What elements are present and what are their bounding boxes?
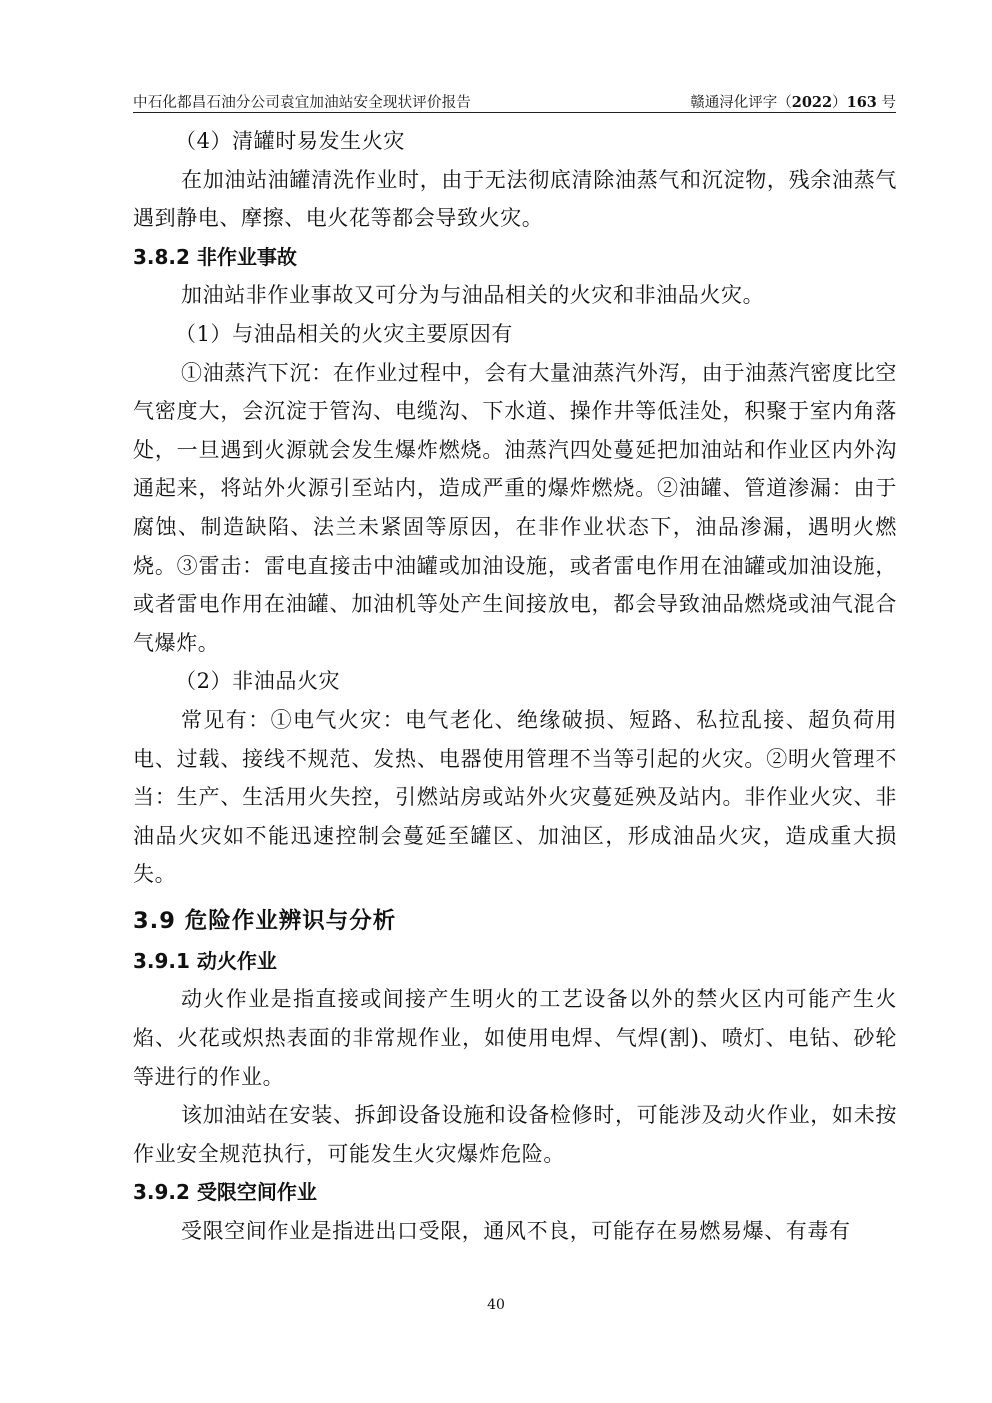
paragraph-confined-space: 受限空间作业是指进出口受限，通风不良，可能存在易燃易爆、有毒有 bbox=[181, 1219, 851, 1244]
paragraph-non-operation-intro: 加油站非作业事故又可分为与油品相关的火灾和非油品火灾。 bbox=[181, 283, 765, 308]
paragraph-hot-work-definition: 动火作业是指直接或间接产生明火的工艺设备以外的禁火区内可能产生火焰、火花或炽热表面的非常规作业，如使用电焊、气焊(割)、喷灯、电钻、砂轮等进行的作业。 bbox=[133, 987, 897, 1089]
paragraph-oil-related-causes: ①油蒸汽下沉：在作业过程中，会有大量油蒸汽外泻，由于油蒸汽密度比空气密度大，会沉淀于管沟、电缆沟、下水道、操作井等低洼处，积聚于室内角落处，一旦遇到火源就会发生爆炸燃烧。油蒸汽四处蔓延把加油站和作业区内外沟通起来，将站外火源引至站内，造成严重的爆炸燃烧。②油罐、管道渗漏：由于腐蚀、制造缺陷、法兰未紧固等原因，在非作业状态下，油品渗漏，遇明火燃烧。③雷击：雷电直接击中油罐或加油设施，或者雷电作用在油罐或加油设施，或者雷电作用在油罐、加油机等处产生间接放电，都会导致油品燃烧或油气混合气爆炸。 bbox=[133, 360, 897, 655]
paragraph-non-oil-fire: 常见有：①电气火灾：电气老化、绝缘破损、短路、私拉乱接、超负荷用电、过载、接线不规范、发热、电器使用管理不当等引起的火灾。②明火管理不当：生产、生活用火失控，引燃站房或站外火灾蔓延殃及站内。非作业火灾、非油品火灾如不能迅速控制会蔓延至罐区、加油区，形成油品火灾，造成重大损失。 bbox=[133, 707, 897, 887]
page-body bbox=[133, 122, 897, 1251]
item-non-oil-fire: （2）非油品火灾 bbox=[175, 669, 341, 694]
heading-3-9-2: 3.9.2 受限空间作业 bbox=[133, 1180, 317, 1205]
page-header bbox=[133, 88, 896, 113]
paragraph-tank-cleaning: 在加油站油罐清洗作业时，由于无法彻底清除油蒸气和沉淀物，残余油蒸气遇到静电、摩擦、电火花等都会导致火灾。 bbox=[133, 167, 897, 231]
item-tank-cleaning-fire: （4）清罐时易发生火灾 bbox=[175, 129, 405, 153]
heading-3-9: 3.9 危险作业辨识与分析 bbox=[133, 907, 397, 934]
heading-3-8-2: 3.8.2 非作业事故 bbox=[133, 244, 297, 269]
paragraph-hot-work-risk: 该加油站在安装、拆卸设备设施和设备检修时，可能涉及动火作业，如未按作业安全规范执行，可能发生火灾爆炸危险。 bbox=[133, 1103, 897, 1166]
heading-3-9-1: 3.9.1 动火作业 bbox=[133, 948, 277, 973]
header-report-title: 中石化都昌石油分公司袁宜加油站安全现状评价报告 bbox=[133, 95, 472, 111]
page-number: 40 bbox=[487, 1297, 505, 1313]
item-oil-related-fire: （1）与油品相关的火灾主要原因有 bbox=[175, 321, 513, 346]
header-document-number: 赣通浔化评字（2022）163 号 bbox=[690, 94, 896, 111]
